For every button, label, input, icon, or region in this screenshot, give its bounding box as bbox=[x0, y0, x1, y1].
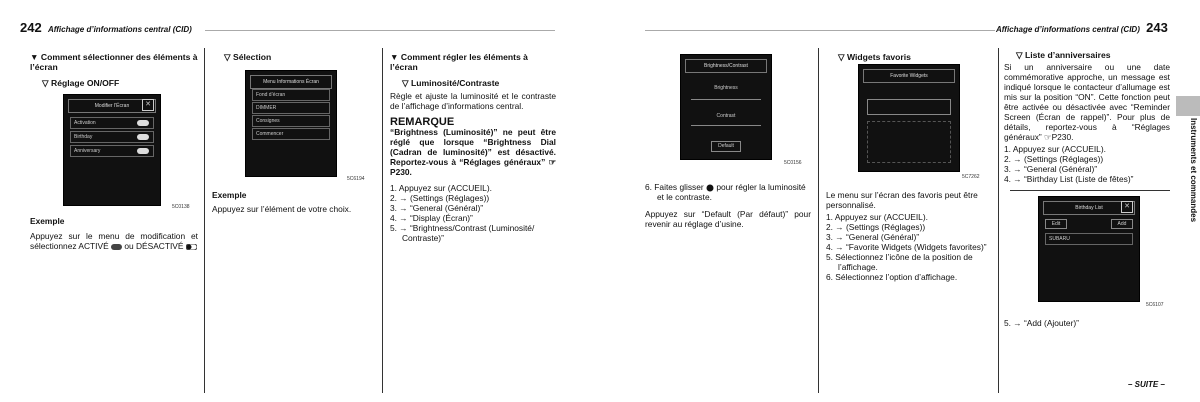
image-code: 5C0138 bbox=[172, 204, 190, 210]
body-text: Règle et ajuste la luminosité et le contraste de l’affichage d’informations central. bbox=[390, 91, 556, 111]
right-header-rule bbox=[645, 30, 995, 31]
step: 1. Appuyez sur (ACCUEIL). bbox=[1004, 144, 1106, 154]
contrast-slider[interactable] bbox=[691, 125, 761, 126]
image-code: 5C6107 bbox=[1146, 302, 1164, 308]
step: 2. → (Settings (Réglages)) bbox=[1004, 154, 1104, 164]
column-5-body bbox=[826, 190, 992, 282]
screen-brightness bbox=[680, 54, 772, 160]
column-5 bbox=[826, 52, 992, 62]
steps-list bbox=[1004, 144, 1170, 184]
brightness-label: Brightness bbox=[714, 85, 738, 91]
right-running-head: Affichage d’informations central (CID) bbox=[996, 25, 1140, 34]
image-divider bbox=[1010, 190, 1170, 191]
left-header-rule bbox=[205, 30, 555, 31]
close-icon: ✕ bbox=[1121, 201, 1133, 213]
screen-title: Birthday List bbox=[1043, 201, 1135, 215]
column-2 bbox=[212, 52, 377, 62]
close-icon: ✕ bbox=[142, 99, 154, 111]
body-text: Appuyez sur l’élément de votre choix. bbox=[212, 204, 352, 214]
step: 3. → “General (Général)” bbox=[1004, 164, 1098, 174]
right-page-header bbox=[996, 20, 1168, 35]
column-2-body bbox=[212, 190, 377, 214]
remark-body: “Brightness (Luminosité)” ne peut être réglé que lorsque “Brightness Dial (Cadran de luminosité)” est désactivé. Reportez-vous à “Réglages généraux” ☞P230. bbox=[390, 127, 556, 177]
col-divider-2 bbox=[382, 48, 383, 393]
column-1 bbox=[30, 52, 198, 88]
edit-button[interactable]: Edit bbox=[1045, 219, 1067, 229]
image-code: 5C7262 bbox=[962, 174, 980, 180]
screen-row: Fond d’écran bbox=[252, 89, 330, 101]
screen-widgets bbox=[858, 64, 960, 172]
step: 1. Appuyez sur (ACCUEIL). bbox=[826, 212, 928, 222]
toggle-icon bbox=[137, 120, 149, 126]
screen-row: SUBARU bbox=[1045, 233, 1133, 245]
side-tab-marker bbox=[1176, 96, 1200, 116]
remark-title: REMARQUE bbox=[390, 116, 455, 128]
widget-grid bbox=[867, 121, 951, 163]
left-page-number: 242 bbox=[20, 20, 42, 35]
toggle-on-icon bbox=[186, 244, 197, 250]
step: 6. Sélectionnez l’option d’affichage. bbox=[826, 272, 958, 282]
body-text: Appuyez sur “Default (Par défaut)” pour revenir au réglage d’usine. bbox=[645, 209, 811, 229]
default-button[interactable]: Default bbox=[711, 141, 741, 152]
subheading-onoff: ▽ Réglage ON/OFF bbox=[42, 78, 120, 88]
slider-knob-icon bbox=[706, 184, 714, 192]
section-heading-adjust: ▼ Comment régler les éléments à l’écran bbox=[390, 52, 528, 72]
step: 4. → “Display (Écran)” bbox=[390, 213, 473, 223]
screen-title: Menu Informations Écran bbox=[250, 75, 332, 89]
col-divider-4 bbox=[818, 48, 819, 393]
step: 2. → (Settings (Réglages)) bbox=[826, 222, 926, 232]
column-3 bbox=[390, 52, 556, 243]
steps-list bbox=[826, 212, 992, 282]
step: 5. → “Brightness/Contrast (Luminosité/ Contraste)” bbox=[390, 223, 535, 243]
steps-list bbox=[390, 183, 556, 243]
left-running-head: Affichage d’informations central (CID) bbox=[47, 25, 192, 34]
toggle-icon bbox=[137, 134, 149, 140]
add-button[interactable]: Add bbox=[1111, 219, 1133, 229]
step: 4. → “Birthday List (Liste de fêtes)” bbox=[1004, 174, 1134, 184]
image-code: 5C0156 bbox=[784, 160, 802, 166]
step: 1. Appuyez sur (ACCUEIL). bbox=[390, 183, 492, 193]
col-divider-1 bbox=[204, 48, 205, 393]
side-tab-label: Instruments et commandes bbox=[1189, 118, 1198, 223]
column-4-body bbox=[645, 182, 811, 229]
screen-title: Brightness/Contrast bbox=[685, 59, 767, 73]
body-text: Si un anniversaire ou une date commémorative approche, un message est indiqué lorsque le contacteur d’allumage est mis sur la position “ON”. Cette fonction peut être activée ou désactivée avec “Reminder Screen (Écran de rappel)”. Pour plus de détails, reportez-vous à “Réglages généraux” ☞P230. bbox=[1004, 62, 1170, 142]
screen-title: Modifier l’Écran bbox=[68, 99, 156, 113]
screen-row: Birthday bbox=[70, 131, 154, 143]
contrast-label: Contrast bbox=[716, 113, 736, 119]
subheading-selection: ▽ Sélection bbox=[224, 52, 272, 62]
screen-onoff bbox=[63, 94, 161, 206]
step-5: 5. → “Add (Ajouter)” bbox=[1004, 318, 1079, 328]
caption: Exemple bbox=[30, 216, 65, 226]
continued-label: – SUITE – bbox=[1128, 380, 1165, 389]
widget-row bbox=[867, 99, 951, 115]
screen-row: Commencer bbox=[252, 128, 330, 140]
column-1-body bbox=[30, 216, 198, 251]
step: 4. → “Favorite Widgets (Widgets favorites)” bbox=[826, 242, 987, 252]
left-page-header bbox=[20, 20, 192, 35]
toggle-off-icon bbox=[111, 244, 122, 250]
col-divider-5 bbox=[998, 48, 999, 393]
caption: Exemple bbox=[212, 190, 247, 200]
step: 2. → (Settings (Réglages)) bbox=[390, 193, 490, 203]
image-code: 5C6194 bbox=[347, 176, 365, 182]
body-text: Le menu sur l’écran des favoris peut être personnalisé. bbox=[826, 190, 978, 210]
screen-birthday bbox=[1038, 196, 1140, 302]
section-heading-select: ▼ Comment sélectionner des éléments à l’écran bbox=[30, 52, 198, 72]
screen-row: DIMMER bbox=[252, 102, 330, 114]
brightness-slider[interactable] bbox=[691, 99, 761, 100]
step-6: 6. Faites glisser pour régler la luminosité et le contraste. bbox=[645, 182, 806, 202]
step: 3. → “General (Général)” bbox=[826, 232, 920, 242]
column-6 bbox=[1004, 50, 1170, 184]
subheading-widgets: ▽ Widgets favoris bbox=[838, 52, 911, 62]
screen-row: Consignes bbox=[252, 115, 330, 127]
subheading-birthday: ▽ Liste d’anniversaires bbox=[1016, 50, 1111, 60]
subheading-brightness: ▽ Luminosité/Contraste bbox=[402, 78, 500, 88]
step: 3. → “General (Général)” bbox=[390, 203, 484, 213]
right-page-number: 243 bbox=[1146, 20, 1168, 35]
toggle-icon bbox=[137, 148, 149, 154]
screen-row: Anniversary bbox=[70, 145, 154, 157]
screen-title: Favorite Widgets bbox=[863, 69, 955, 83]
body-text: Appuyez sur le menu de modification et sélectionnez ACTIVÉ ou DÉSACTIVÉ bbox=[30, 231, 198, 251]
screen-row: Activation bbox=[70, 117, 154, 129]
screen-selection bbox=[245, 70, 337, 177]
step: 5. Sélectionnez l’icône de la position de l’affichage. bbox=[826, 252, 973, 272]
